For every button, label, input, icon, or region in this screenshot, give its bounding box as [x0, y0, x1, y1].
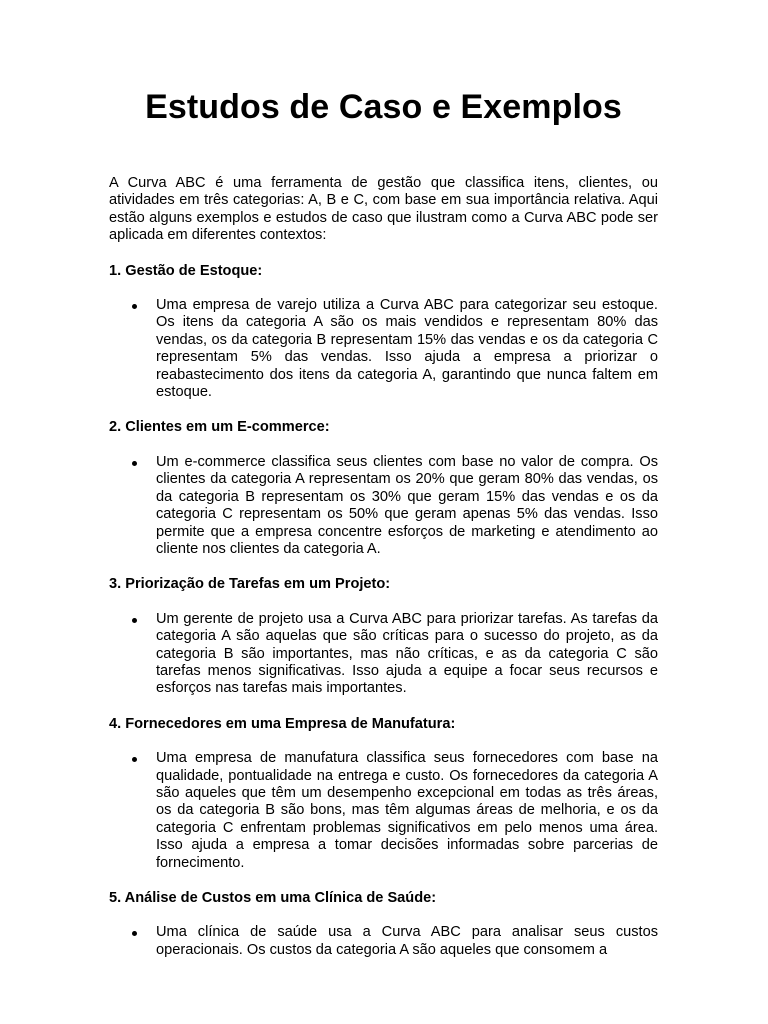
section-suppliers: [109, 716, 658, 872]
section-heading: 4. Fornecedores em uma Empresa de Manufatura:: [109, 715, 456, 732]
bullet-text: Uma empresa de manufatura classifica seus fornecedores com base na qualidade, pontualidade na entrega e custo. Os fornecedores da categoria A são aqueles que têm um desempenho excepcional em todas as três áreas, os da categoria B são bons, mas têm algumas áreas de melhoria, e os da categoria C enfrentam problemas significativos em pelo menos uma área. Isso ajuda a empresa a tomar decisões informadas sobre parcerias de fornecimento.: [156, 750, 658, 871]
list-item: [109, 750, 658, 872]
section-heading: 5. Análise de Custos em uma Clínica de Saúde:: [109, 890, 437, 906]
bullet-list: [109, 454, 658, 558]
section-heading: 1. Gestão de Estoque:: [109, 262, 263, 279]
bullet-list: [109, 750, 658, 872]
bullet-text: Um gerente de projeto usa a Curva ABC para priorizar tarefas. As tarefas da categoria A são aquelas que são críticas para o sucesso do projeto, as da categoria B são importantes, mas não críticas, e as da categoria C são tarefas menos significativas. Isso ajuda a equipe a focar seus recursos e esforços nas tarefas mais importantes.: [156, 610, 658, 697]
document-page: [109, 85, 658, 959]
section-task-prioritization: [109, 576, 658, 697]
section-inventory: [109, 263, 658, 402]
section-health-clinic-costs: [109, 890, 658, 959]
section-heading: 3. Priorização de Tarefas em um Projeto:: [109, 576, 391, 593]
bullet-list: [109, 611, 658, 698]
bullet-text: Uma clínica de saúde usa a Curva ABC para analisar seus custos operacionais. Os custos da categoria A são aqueles que consomem a: [156, 924, 658, 958]
bullet-text: Uma empresa de varejo utiliza a Curva ABC para categorizar seu estoque. Os itens da categoria A são os mais vendidos e representam 80% das vendas, os da categoria B representam 15% das vendas e os da categoria C representam 5% das vendas. Isso ajuda a empresa a priorizar o reabastecimento dos itens da categoria A, garantindo que nunca faltem em estoque.: [156, 297, 658, 401]
bullet-icon: [132, 757, 137, 762]
bullet-icon: [132, 461, 137, 466]
bullet-icon: [132, 618, 137, 623]
list-item: [109, 297, 658, 401]
bullet-icon: [132, 931, 137, 936]
list-item: [109, 924, 658, 959]
bullet-list: [109, 297, 658, 401]
bullet-list: [109, 924, 658, 959]
page-title: Estudos de Caso e Exemplos: [145, 88, 622, 126]
intro-paragraph: A Curva ABC é uma ferramenta de gestão que classifica itens, clientes, ou atividades em três categorias: A, B e C, com base em sua importância relativa. Aqui estão alguns exemplos e estudos de caso que ilustram como a Curva ABC pode ser aplicada em diferentes contextos:: [109, 175, 658, 244]
bullet-text: Um e-commerce classifica seus clientes com base no valor de compra. Os clientes da categoria A representam os 20% que geram 80% das vendas, os da categoria B representam os 30% que geram 15% das vendas e os da categoria C representam os 50% que geram apenas 5% das vendas. Isso permite que a empresa concentre esforços de marketing e atendimento ao cliente nos clientes da categoria A.: [156, 453, 658, 557]
section-heading: 2. Clientes em um E-commerce:: [109, 419, 330, 436]
bullet-icon: [132, 304, 137, 309]
list-item: [109, 454, 658, 558]
section-ecommerce-clients: [109, 419, 658, 558]
list-item: [109, 611, 658, 698]
